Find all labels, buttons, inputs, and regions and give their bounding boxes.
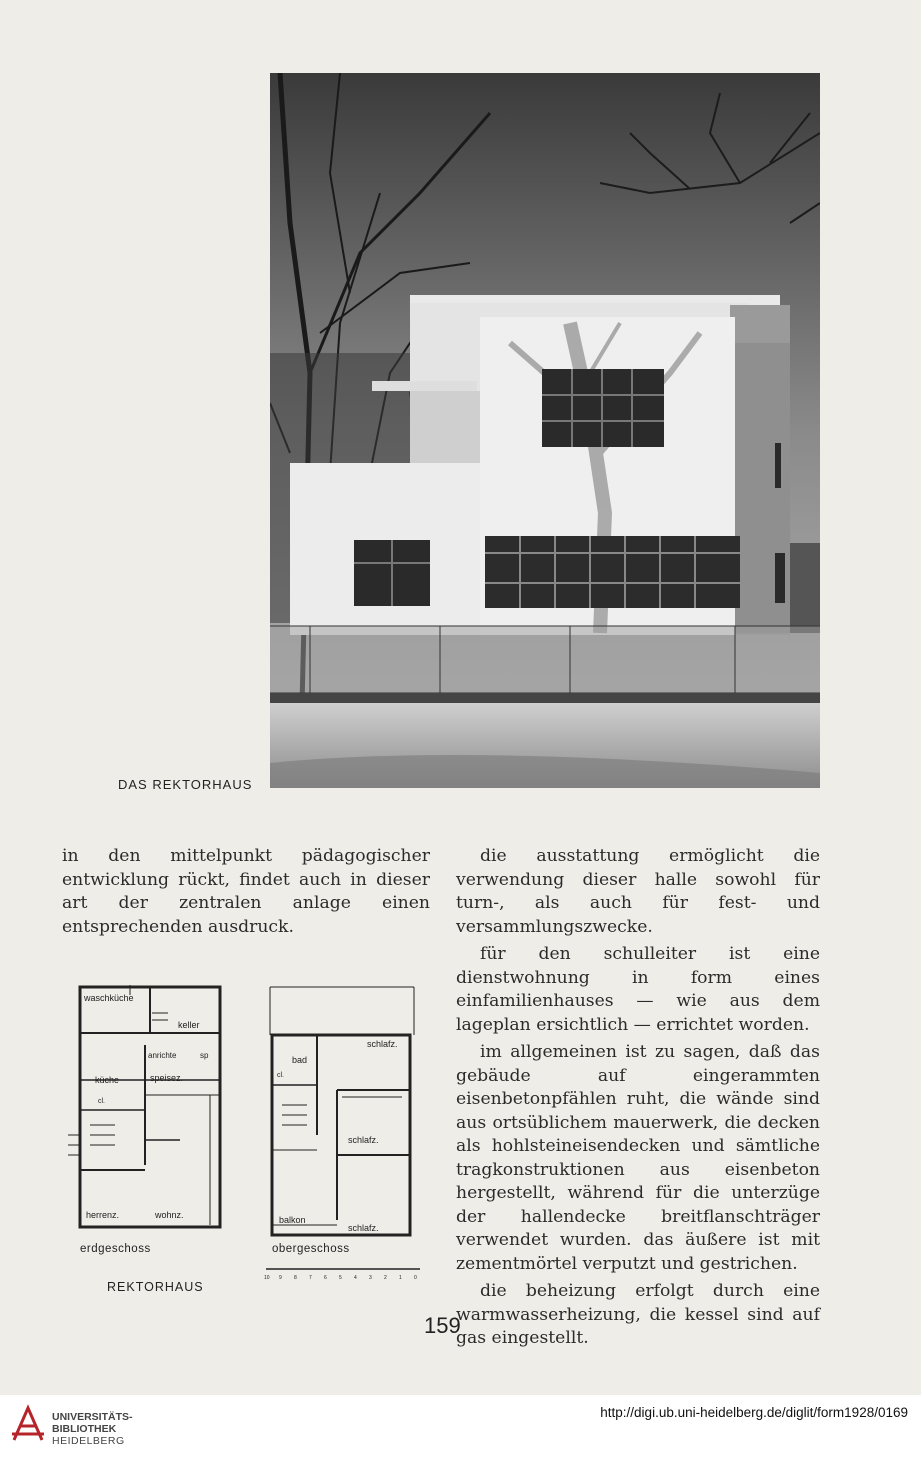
- plans-caption: REKTORHAUS: [107, 1280, 204, 1294]
- room-label: wohnz.: [155, 1210, 184, 1220]
- room-label: keller: [178, 1020, 200, 1030]
- library-line: UNIVERSITÄTS-: [52, 1411, 133, 1423]
- room-label: bad: [292, 1055, 308, 1065]
- paragraph: in den mittelpunkt pädagogischer entwicklung rückt, findet auch in dieser art der zentralen anlage einen entsprechenden ausdruck.: [62, 846, 430, 937]
- room-label: schlafz.: [348, 1223, 379, 1233]
- scale-tick: 7: [309, 1275, 312, 1281]
- room-label: speisez.: [150, 1073, 184, 1083]
- upper-floor-label: obergeschoss: [272, 1243, 350, 1255]
- room-label: cl.: [98, 1098, 105, 1105]
- paragraph: die beheizung erfolgt durch eine warmwasserheizung, die kessel sind auf gas eingestellt.: [456, 1281, 820, 1348]
- page-number: 159: [424, 1313, 461, 1338]
- upper-floor-plan: [262, 985, 422, 1245]
- room-label: schlafz.: [348, 1135, 379, 1145]
- ground-floor-label: erdgeschoss: [80, 1243, 151, 1255]
- room-label: waschküche: [84, 993, 134, 1003]
- photo-caption: DAS REKTORHAUS: [118, 777, 253, 792]
- paragraph: im allgemeinen ist zu sagen, daß das gebäude auf eingerammten eisenbetonpfählen ruht, die wände sind aus ortsüblichem mauerwerk, die decken als hohlsteineisendecken und sämtliche tragkonstruktionen aus eisenbeton hergestellt, während für die unterzüge der hallendecke breitflanschträger verwendet wurden. das äußere ist mit zementmörtel verputzt und gestrichen.: [456, 1042, 820, 1274]
- scale-tick: 3: [369, 1275, 372, 1281]
- scale-tick: 4: [354, 1275, 357, 1281]
- text-column-left: [62, 845, 430, 939]
- paragraph: für den schulleiter ist eine dienstwohnung in form eines einfamilienhauses — wie aus dem lageplan ersichtlich — errichtet worden.: [456, 944, 820, 1035]
- library-line: HEIDELBERG: [52, 1435, 125, 1447]
- library-name: [52, 1411, 133, 1447]
- library-line: BIBLIOTHEK: [52, 1423, 117, 1435]
- scale-tick: 8: [294, 1275, 297, 1281]
- room-label: schlafz.: [367, 1039, 398, 1049]
- scale-tick: 9: [279, 1275, 282, 1281]
- room-label: cl.: [277, 1072, 284, 1079]
- scale-tick: 0: [414, 1275, 417, 1281]
- scale-tick: 6: [324, 1275, 327, 1281]
- room-label: anrichte: [148, 1051, 177, 1060]
- scale-tick: 5: [339, 1275, 342, 1281]
- ground-floor-plan: [60, 985, 235, 1245]
- source-url-link[interactable]: http://digi.ub.uni-heidelberg.de/diglit/form1928/0169: [600, 1405, 908, 1420]
- library-logo-icon: [8, 1404, 48, 1444]
- paragraph: die ausstattung ermöglicht die verwendung dieser halle sowohl für turn-, als auch für fest- und versammlungszwecke.: [456, 846, 820, 937]
- text-column-right: [456, 845, 820, 1351]
- scale-tick: 1: [399, 1275, 402, 1281]
- scale-tick: 10: [264, 1275, 270, 1281]
- room-label: balkon: [279, 1215, 306, 1225]
- room-label: herrenz.: [86, 1210, 120, 1220]
- scale-bar: [264, 1266, 424, 1282]
- room-label: sp: [200, 1051, 209, 1060]
- room-label: küche: [95, 1075, 120, 1085]
- house-photo: [270, 73, 820, 788]
- scale-tick: 2: [384, 1275, 387, 1281]
- house-photo-image: [270, 73, 820, 788]
